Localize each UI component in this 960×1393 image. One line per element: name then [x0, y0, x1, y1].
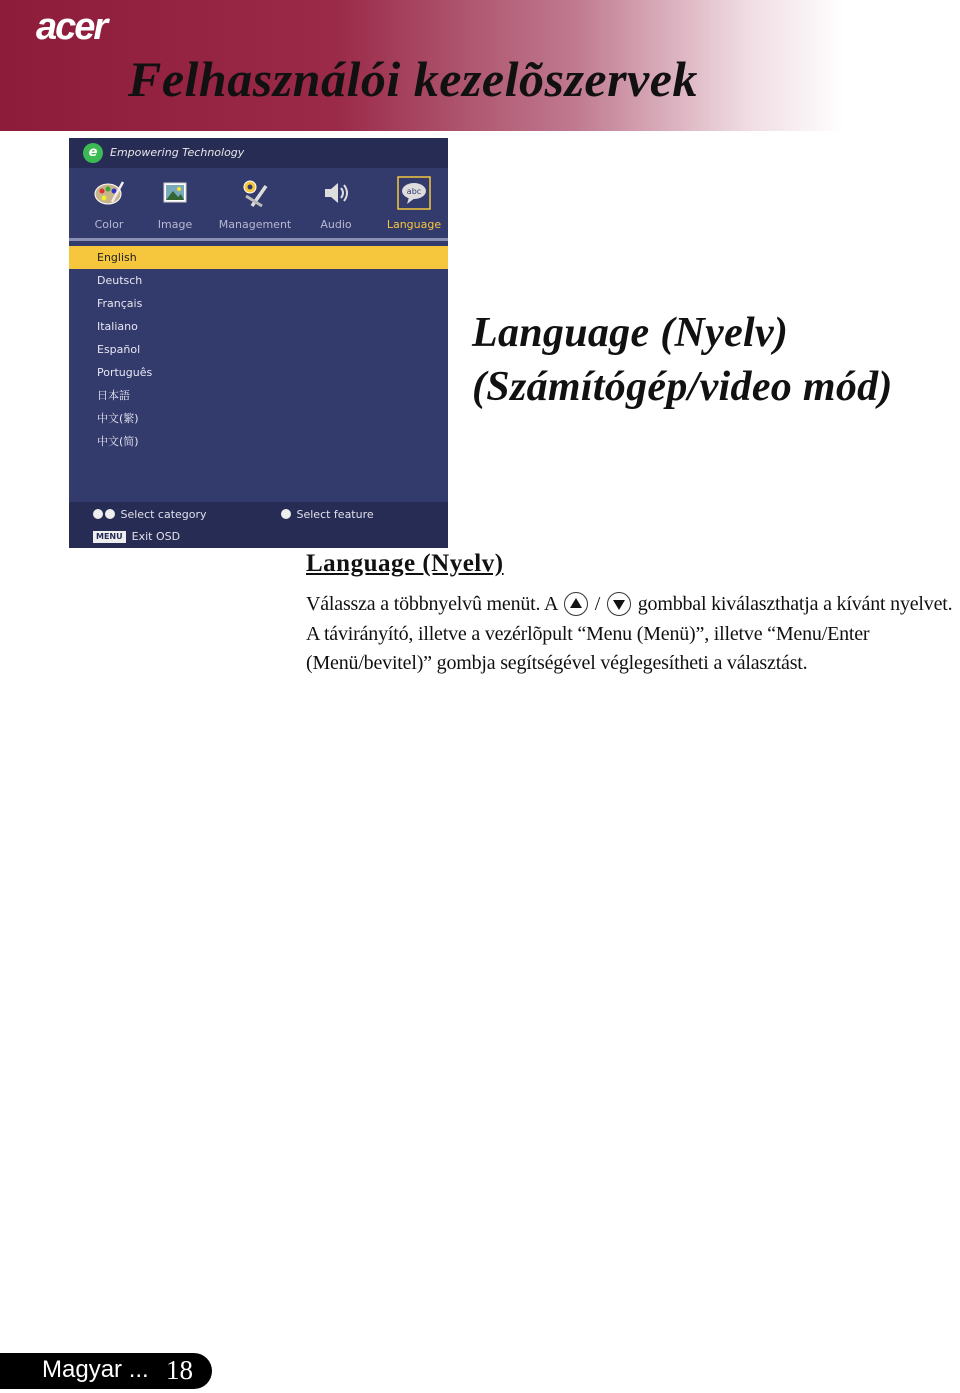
exit-osd-hint: [93, 530, 180, 543]
tab-label: Language: [386, 218, 442, 231]
acer-logo: acer: [36, 6, 107, 48]
description-paragraph: [306, 590, 960, 679]
language-subheading: Language (Nyelv): [306, 550, 504, 577]
speech-bubble-icon: [397, 176, 431, 210]
section-heading: [472, 306, 893, 414]
select-category-hint: [93, 508, 207, 521]
tab-label: Audio: [320, 218, 352, 231]
tab-language[interactable]: [374, 172, 454, 238]
language-option[interactable]: 中文(简): [97, 435, 139, 448]
empowering-logo-icon: e: [83, 143, 103, 163]
exit-osd-text: Exit OSD: [131, 530, 181, 543]
left-arrow-icon: [93, 509, 103, 519]
footer-language: Magyar ...: [42, 1356, 149, 1383]
tools-icon: [238, 176, 272, 210]
footer-tab: [0, 1353, 212, 1389]
osd-menu-screenshot: [69, 138, 448, 548]
tab-image[interactable]: [135, 172, 215, 238]
select-category-text: Select category: [120, 508, 207, 521]
language-option[interactable]: Deutsch: [97, 274, 143, 287]
select-feature-hint: [281, 508, 374, 521]
speaker-icon: [319, 176, 353, 210]
osd-tab-bar: [69, 172, 448, 238]
page-title: Felhasználói kezelõszervek: [128, 51, 698, 107]
osd-brand: Empowering Technology: [110, 146, 245, 159]
page-number: 18: [166, 1355, 193, 1385]
right-arrow-icon: [105, 509, 115, 519]
osd-hint-bar: [69, 502, 448, 548]
section-heading-line2: (Számítógép/video mód): [472, 364, 893, 410]
picture-icon: [158, 176, 192, 210]
language-option[interactable]: Español: [97, 343, 141, 356]
menu-key-icon: MENU: [93, 531, 126, 543]
palette-icon: [92, 176, 126, 210]
description-part1: Válassza a többnyelvû menüt. A: [306, 593, 562, 615]
tab-label: Color: [94, 218, 124, 231]
tab-management[interactable]: [215, 172, 295, 238]
up-arrow-button-icon: [564, 592, 588, 616]
description-part2: gombbal kiválaszthatja a kívánt nyelvet. A távirányító, illetve a vezérlõpult “Menu (Menü)”, illetve “Menu/Enter (Menü/bevitel)” gombja segítségével véglegesítheti a választást.: [306, 593, 953, 674]
tab-audio[interactable]: [296, 172, 376, 238]
language-option[interactable]: English: [69, 246, 448, 269]
language-option[interactable]: 中文(繁): [97, 412, 139, 425]
language-list: [69, 246, 448, 453]
tab-label: Image: [157, 218, 193, 231]
select-feature-text: Select feature: [296, 508, 374, 521]
language-option[interactable]: Italiano: [97, 320, 138, 333]
slash-separator: /: [589, 593, 605, 615]
osd-top-bar: [69, 138, 448, 168]
down-arrow-button-icon: [607, 592, 631, 616]
language-option[interactable]: 日本語: [97, 389, 130, 402]
tab-label: Management: [218, 218, 292, 231]
down-arrow-icon: [281, 509, 291, 519]
language-option[interactable]: Français: [97, 297, 143, 310]
section-heading-line1: Language (Nyelv): [472, 310, 789, 356]
language-option[interactable]: Português: [97, 366, 153, 379]
osd-divider: [69, 238, 448, 241]
svg-text:abc: abc: [406, 187, 422, 196]
